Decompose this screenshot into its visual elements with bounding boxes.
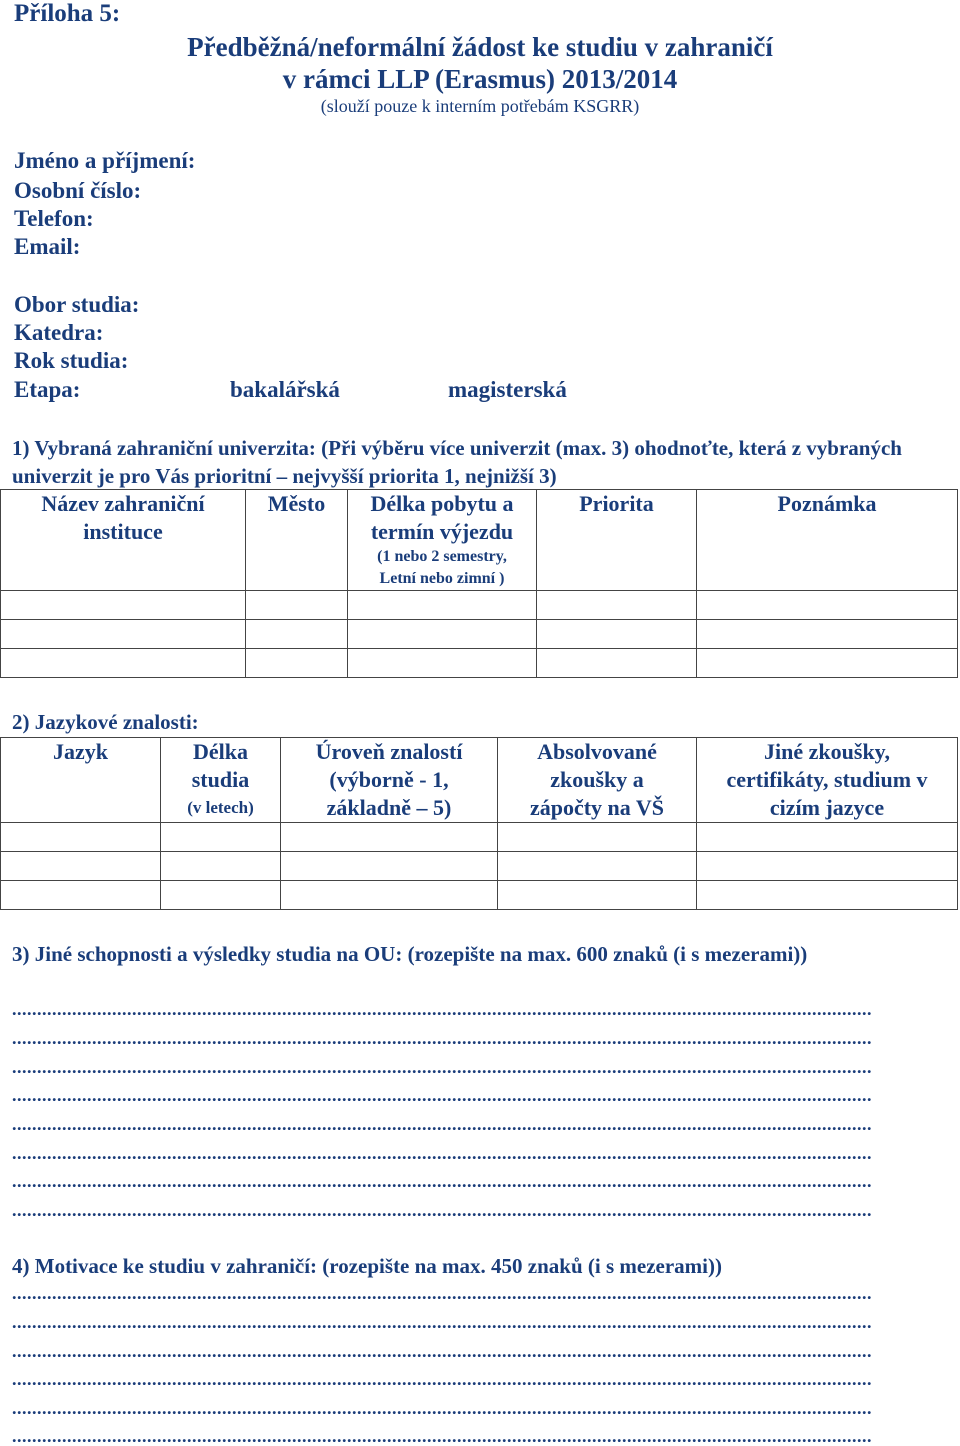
answer-line[interactable]: ............................................................................................................................................................................ (12, 1174, 872, 1188)
table-row (1, 620, 958, 649)
field-of-study-label: Obor studia: (14, 292, 140, 317)
answer-line[interactable]: ............................................................................................................................................................................ (12, 1088, 872, 1102)
table-row (1, 852, 958, 881)
answer-line[interactable]: ............................................................................................................................................................................ (12, 1315, 872, 1329)
length-cell[interactable] (348, 620, 537, 649)
col-other: Jiné zkoušky, certifikáty, studium v cizím jazyce (697, 738, 958, 823)
table-row (1, 881, 958, 910)
answer-line[interactable]: ............................................................................................................................................................................ (12, 1031, 872, 1045)
table-row (1, 649, 958, 678)
note-cell[interactable] (697, 649, 958, 678)
other-cell[interactable] (697, 881, 958, 910)
priority-cell[interactable] (537, 591, 697, 620)
answer-line[interactable]: ............................................................................................................................................................................ (12, 1203, 872, 1217)
university-table-header (1, 490, 958, 591)
study-length-cell[interactable] (161, 852, 281, 881)
language-table-header (1, 738, 958, 823)
section4-heading: 4) Motivace ke studiu v zahraničí: (rozepište na max. 450 znaků (i s mezerami)) (12, 1254, 723, 1278)
stage-label: Etapa: (14, 377, 81, 402)
section3-heading: 3) Jiné schopnosti a výsledky studia na OU: (rozepište na max. 600 znaků (i s mezerami)) (12, 942, 808, 966)
city-cell[interactable] (246, 591, 348, 620)
col-institution: Název zahraniční instituce (1, 490, 246, 591)
study-year-label: Rok studia: (14, 348, 129, 373)
priority-cell[interactable] (537, 620, 697, 649)
table-row (1, 823, 958, 852)
university-name-cell[interactable] (1, 591, 246, 620)
col-study-length-label: Délka studia (191, 739, 250, 792)
language-cell[interactable] (1, 881, 161, 910)
note-cell[interactable] (697, 591, 958, 620)
language-cell[interactable] (1, 823, 161, 852)
col-length-label: Délka pobytu a termín výjezdu (370, 491, 514, 544)
study-length-cell[interactable] (161, 823, 281, 852)
stage-option-master[interactable]: magisterská (448, 377, 567, 402)
language-cell[interactable] (1, 852, 161, 881)
form-title-line1: Předběžná/neformální žádost ke studiu v zahraničí (187, 32, 773, 62)
col-priority: Priorita (537, 490, 697, 591)
answer-line[interactable]: ............................................................................................................................................................................ (12, 1344, 872, 1358)
length-cell[interactable] (348, 649, 537, 678)
exams-cell[interactable] (498, 823, 697, 852)
level-cell[interactable] (281, 823, 498, 852)
name-label: Jméno a příjmení: (14, 148, 196, 173)
length-cell[interactable] (348, 591, 537, 620)
section1-heading: 1) Vybraná zahraniční univerzita: (Při výběru více univerzit (max. 3) ohodnoťte, která z vybraných univerzit je pro Vás prioritní – nejvyšší priorita 1, nejnižší 3) (12, 436, 902, 488)
other-cell[interactable] (697, 823, 958, 852)
city-cell[interactable] (246, 620, 348, 649)
answer-line[interactable]: ............................................................................................................................................................................ (12, 1146, 872, 1160)
col-study-length-note: (v letech) (187, 798, 254, 817)
col-city: Město (246, 490, 348, 591)
university-name-cell[interactable] (1, 649, 246, 678)
level-cell[interactable] (281, 881, 498, 910)
answer-line[interactable]: ............................................................................................................................................................................ (12, 1117, 872, 1131)
col-study-length (161, 738, 281, 823)
personal-number-label: Osobní číslo: (14, 178, 142, 203)
answer-line[interactable]: ............................................................................................................................................................................ (12, 1429, 872, 1443)
answer-line[interactable]: ............................................................................................................................................................................ (12, 1286, 872, 1300)
answer-line[interactable]: ............................................................................................................................................................................ (12, 1060, 872, 1074)
answer-line[interactable]: ............................................................................................................................................................................ (12, 1002, 872, 1016)
exams-cell[interactable] (498, 852, 697, 881)
study-length-cell[interactable] (161, 881, 281, 910)
note-cell[interactable] (697, 620, 958, 649)
priority-cell[interactable] (537, 649, 697, 678)
language-table (0, 737, 958, 910)
form-subtitle: (slouží pouze k interním potřebám KSGRR) (320, 96, 640, 116)
col-level: Úroveň znalostí (výborně - 1, základně – 5) (281, 738, 498, 823)
email-label: Email: (14, 234, 81, 259)
university-table (0, 489, 958, 678)
department-label: Katedra: (14, 320, 104, 345)
col-language: Jazyk (1, 738, 161, 823)
table-row (1, 591, 958, 620)
section2-heading: 2) Jazykové znalosti: (12, 710, 199, 734)
phone-label: Telefon: (14, 206, 94, 231)
col-exams: Absolvované zkoušky a zápočty na VŠ (498, 738, 697, 823)
appendix-label: Příloha 5: (14, 0, 121, 27)
answer-line[interactable]: ............................................................................................................................................................................ (12, 1372, 872, 1386)
col-note: Poznámka (697, 490, 958, 591)
city-cell[interactable] (246, 649, 348, 678)
other-cell[interactable] (697, 852, 958, 881)
university-name-cell[interactable] (1, 620, 246, 649)
level-cell[interactable] (281, 852, 498, 881)
form-title-line2: v rámci LLP (Erasmus) 2013/2014 (282, 64, 678, 94)
col-length (348, 490, 537, 591)
stage-option-bachelor[interactable]: bakalářská (230, 377, 340, 402)
exams-cell[interactable] (498, 881, 697, 910)
answer-line[interactable]: ............................................................................................................................................................................ (12, 1401, 872, 1415)
col-length-note: (1 nebo 2 semestry, Letní nebo zimní ) (377, 548, 507, 587)
